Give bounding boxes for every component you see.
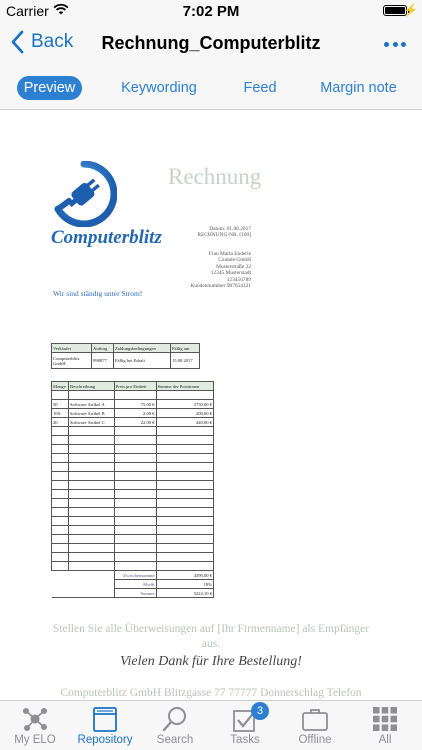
- table-cell: 200,00 €: [156, 409, 213, 418]
- total-label: Summe: [114, 589, 156, 598]
- table-row: [52, 481, 214, 490]
- total-row: [52, 589, 214, 598]
- address-line: Musterstraße 22: [216, 263, 251, 270]
- table-row: [52, 445, 214, 454]
- table-cell: Computerblitz GmbH: [52, 353, 92, 369]
- seller-table: [51, 343, 200, 369]
- recipient-address: [190, 251, 251, 289]
- tab-margin-note[interactable]: Margin note: [320, 80, 397, 96]
- table-cell: Software Artikel C: [68, 418, 114, 427]
- slogan: Wir sind ständig unter Strom!: [53, 289, 143, 298]
- table-row: [52, 400, 214, 409]
- table-row: [52, 418, 214, 427]
- table-row: [52, 490, 214, 499]
- table-header: Menge: [52, 382, 69, 391]
- address-line: Frau Marta Enderle: [208, 251, 251, 257]
- table-cell: Fällig bei Erhalt: [114, 353, 171, 369]
- invoice-meta: [197, 226, 251, 239]
- status-bar: [0, 0, 422, 22]
- table-header: Zahlungsbedingungen: [114, 344, 171, 353]
- transfer-note: Stellen Sie alle Überweisungen auf [Ihr Firmenname] als Empfänger: [52, 623, 370, 635]
- address-line: Kundennummer 987654321: [190, 283, 251, 290]
- tab-label: My ELO: [14, 734, 56, 746]
- table-header: Fällig am: [171, 344, 200, 353]
- thank-you-note: Vielen Dank für Ihre Bestellung!: [120, 654, 302, 669]
- table-cell: 440,00 €: [156, 418, 213, 427]
- table-row: [52, 454, 214, 463]
- tasks-badge: 3: [251, 702, 269, 720]
- tab-label: All: [378, 734, 392, 746]
- tax-value: 19%: [156, 580, 213, 589]
- tab-repository[interactable]: [70, 701, 140, 750]
- clock: 7:02 PM: [182, 3, 240, 20]
- address-line: 12345 Musterstadt: [210, 270, 251, 277]
- tab-preview[interactable]: Preview: [17, 76, 82, 100]
- table-row: [52, 427, 214, 436]
- table-cell: 22,00 €: [114, 418, 156, 427]
- subtotal-label: Zwischensumme: [114, 571, 156, 580]
- chevron-left-icon: [10, 30, 24, 54]
- table-cell: 2,00 €: [114, 409, 156, 418]
- table-row: [52, 526, 214, 535]
- table-row: [52, 436, 214, 445]
- tab-keywording[interactable]: Keywording: [121, 80, 197, 96]
- invoice-number: RECHNUNG-NR. [100]: [197, 232, 251, 239]
- subtotal-row: [52, 571, 214, 580]
- table-row: [52, 562, 214, 571]
- page-title: Rechnung_Computerblitz: [101, 33, 321, 53]
- folder-icon: [91, 705, 119, 733]
- transfer-note-continued: aus.: [201, 638, 221, 650]
- table-row: [52, 517, 214, 526]
- table-cell: 20: [52, 418, 69, 427]
- table-header: Auftrag: [92, 344, 114, 353]
- charging-bolt-icon: ⚡: [403, 3, 418, 17]
- more-dots-icon: [384, 42, 389, 47]
- network-icon: [21, 705, 49, 733]
- briefcase-icon: [301, 705, 329, 733]
- subtotal-value: 4390,00 €: [156, 571, 213, 580]
- brand-name: Computerblitz: [51, 227, 162, 248]
- table-header: Preis pro Einheit: [114, 382, 156, 391]
- table-row: [52, 463, 214, 472]
- document-preview[interactable]: [0, 111, 422, 701]
- items-table: [51, 381, 214, 598]
- table-cell: 15.09.2017: [171, 353, 200, 369]
- tab-search[interactable]: [140, 701, 210, 750]
- tax-label: MwSt: [114, 580, 156, 589]
- table-header: Beschreibung: [68, 382, 114, 391]
- table-row: [52, 353, 200, 369]
- grid-icon: [371, 705, 399, 733]
- table-header: Verkäufer: [52, 344, 92, 353]
- table-cell: 100: [52, 409, 69, 418]
- tax-row: [52, 580, 214, 589]
- bottom-tab-bar: [0, 700, 422, 750]
- table-row: [52, 544, 214, 553]
- tab-all[interactable]: [350, 701, 420, 750]
- table-row: [52, 391, 214, 400]
- tab-label: Offline: [298, 734, 332, 746]
- tab-offline[interactable]: [280, 701, 350, 750]
- address-line: 123456789: [226, 276, 251, 283]
- table-row: [52, 472, 214, 481]
- tab-tasks[interactable]: [210, 701, 280, 750]
- table-row: [52, 553, 214, 562]
- invoice-title: Rechnung: [168, 164, 262, 189]
- invoice-date: Datum: 01.08.2017: [209, 226, 251, 232]
- table-cell: 75,00 €: [114, 400, 156, 409]
- search-icon: [161, 705, 189, 733]
- table-cell: Software Artikel B: [68, 409, 114, 418]
- table-row: [52, 508, 214, 517]
- tab-label: Search: [156, 734, 194, 746]
- address-line: Coutale GmbH: [218, 257, 251, 264]
- computerblitz-logo: [51, 161, 117, 227]
- more-options-button[interactable]: [384, 34, 406, 54]
- back-label: Back: [31, 31, 74, 52]
- carrier-label: Carrier: [6, 3, 49, 19]
- table-cell: 998877: [92, 353, 114, 369]
- table-cell: 3750,00 €: [156, 400, 213, 409]
- navigation-bar: [0, 22, 422, 66]
- tab-feed[interactable]: Feed: [243, 80, 277, 96]
- total-value: 5224,10 €: [156, 589, 213, 598]
- table-row: [52, 499, 214, 508]
- tab-label: Tasks: [230, 734, 260, 746]
- table-cell: Software Artikel A: [68, 400, 114, 409]
- tab-label: Repository: [77, 734, 133, 746]
- view-tabs: [0, 66, 422, 110]
- table-row: [52, 535, 214, 544]
- table-row: [52, 409, 214, 418]
- table-header: Summe der Positionen: [156, 382, 213, 391]
- table-cell: 50: [52, 400, 69, 409]
- company-footer: Computerblitz GmbH Blitzgasse 77 77777 Donnerschlag Telefon: [60, 687, 362, 699]
- tab-my-elo[interactable]: [0, 701, 70, 750]
